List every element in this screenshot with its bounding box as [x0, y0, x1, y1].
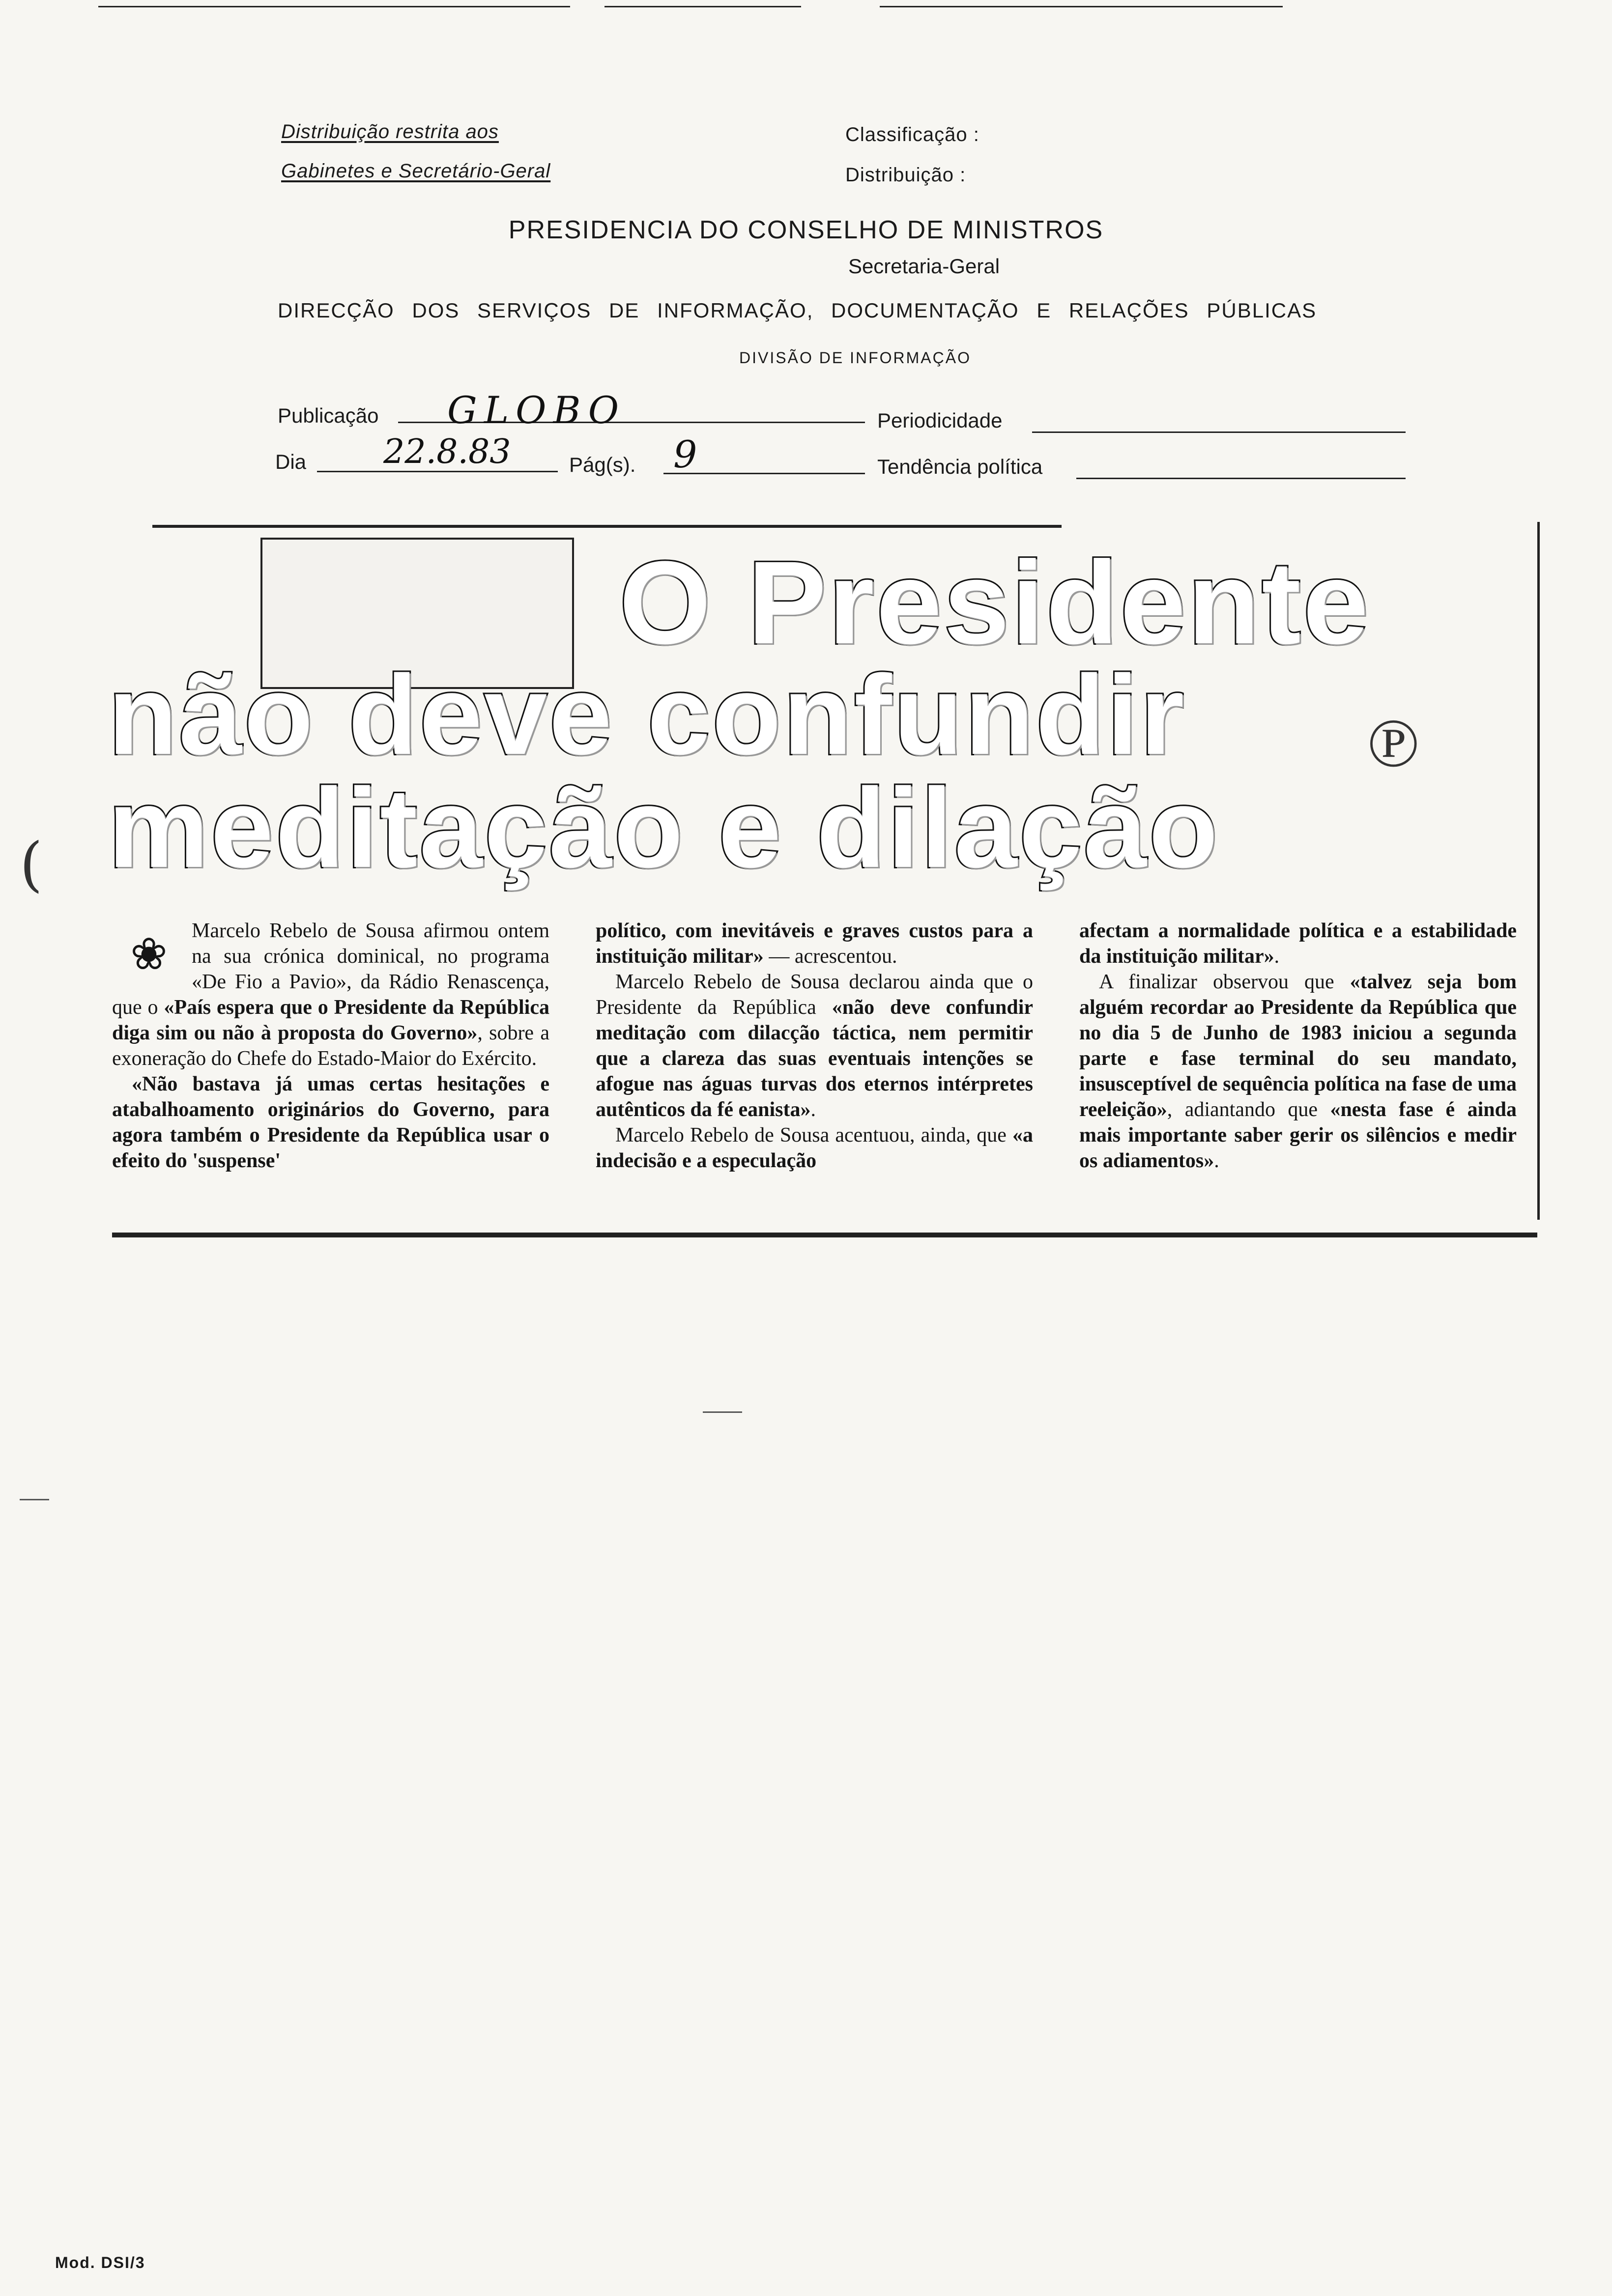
column2-paragraph1: político, com inevitáveis e graves custos para a instituição militar» — acrescentou.: [596, 919, 1033, 968]
scan-mark-center: [703, 1411, 742, 1413]
publication-handwritten-value: GLOBO: [447, 388, 626, 432]
clipping-right-rule: [1537, 522, 1540, 1220]
article-column-2: [596, 918, 1033, 1174]
column2-paragraph2: Marcelo Rebelo de Sousa declarou ainda que o Presidente da República «não deve confundir meditação com dilacção táctica, nem permitir que a clareza das suas eventuais intenções se afogue nas águas turvas dos eternos intérpretes autênticos da fé eanista».: [596, 971, 1034, 1121]
column1-paragraph1: ❀ Marcelo Rebelo de Sousa afirmou ontem na sua crónica dominical, no programa «De Fio a Pavio», da Rádio Renascença, que o «País espera que o Presidente da República diga sim ou não à proposta do Governo», sobre a exoneração do Chefe do Estado-Maior do Exército.: [112, 918, 549, 1071]
top-scan-mark-left: [98, 6, 570, 7]
headline-line1: O Presidente: [619, 537, 1371, 668]
secretariat-title: Secretaria-Geral: [848, 255, 1000, 278]
division-title: DIVISÃO DE INFORMAÇÃO: [739, 349, 971, 367]
margin-handwritten-mark: ℗: [1366, 703, 1419, 783]
clipping-top-rule: [152, 525, 1062, 528]
periodicity-field-line: [1032, 431, 1406, 433]
distribution-label: Distribuição :: [845, 164, 966, 186]
column3-paragraph2: A finalizar observou que «talvez seja bom alguém recordar ao Presidente da República que no dia 5 de Junho de 1983 iniciou a segunda parte e fase terminal do seu mandato, insusceptível de sequência política na fase de uma reeleição», adiantando que «nesta fase é ainda mais importante saber gerir os silêncios e medir os adiamentos».: [1079, 971, 1517, 1172]
scan-mark-left: [20, 1499, 49, 1500]
top-scan-mark-right: [880, 6, 1283, 7]
pages-handwritten-value: 9: [673, 432, 697, 476]
pages-label: Pág(s).: [569, 453, 636, 476]
decorative-bullet-icon: ❀: [130, 930, 168, 979]
headline-line3: meditação e dilação: [108, 765, 1220, 891]
day-handwritten-value: 22.8.83: [383, 432, 511, 471]
distribution-restriction-line2: Gabinetes e Secretário-Geral: [281, 160, 551, 182]
column1-paragraph2: «Não bastava já umas certas hesitações e atabalhoamento originários do Governo, para agora também o Presidente da República usar o efeito do 'suspense': [112, 1073, 549, 1172]
publication-label: Publicação: [278, 404, 379, 427]
column2-paragraph3: Marcelo Rebelo de Sousa acentuou, ainda, que «a indecisão e a especulação: [596, 1124, 1033, 1172]
day-label: Dia: [275, 450, 307, 473]
tendency-label: Tendência política: [877, 455, 1043, 478]
article-column-3: [1079, 918, 1517, 1174]
directorate-title: DIRECÇÃO DOS SERVIÇOS DE INFORMAÇÃO, DOCUMENTAÇÃO E RELAÇÕES PÚBLICAS: [278, 299, 1317, 322]
form-code-footer: Mod. DSI/3: [55, 2254, 145, 2271]
column3-paragraph1: afectam a normalidade política e a estabilidade da instituição militar».: [1079, 919, 1517, 968]
top-scan-mark-mid: [604, 6, 801, 7]
classification-label: Classificação :: [845, 124, 979, 145]
tendency-field-line: [1076, 478, 1406, 479]
clipping-bottom-rule: [112, 1233, 1537, 1237]
distribution-restriction-line1: Distribuição restrita aos: [281, 121, 499, 143]
margin-bracket-mark: (: [20, 831, 43, 899]
article-column-1: [112, 918, 549, 1174]
periodicity-label: Periodicidade: [877, 409, 1003, 432]
headline-line2: não deve confundir: [108, 652, 1186, 778]
institution-title: PRESIDENCIA DO CONSELHO DE MINISTROS: [508, 216, 1104, 244]
